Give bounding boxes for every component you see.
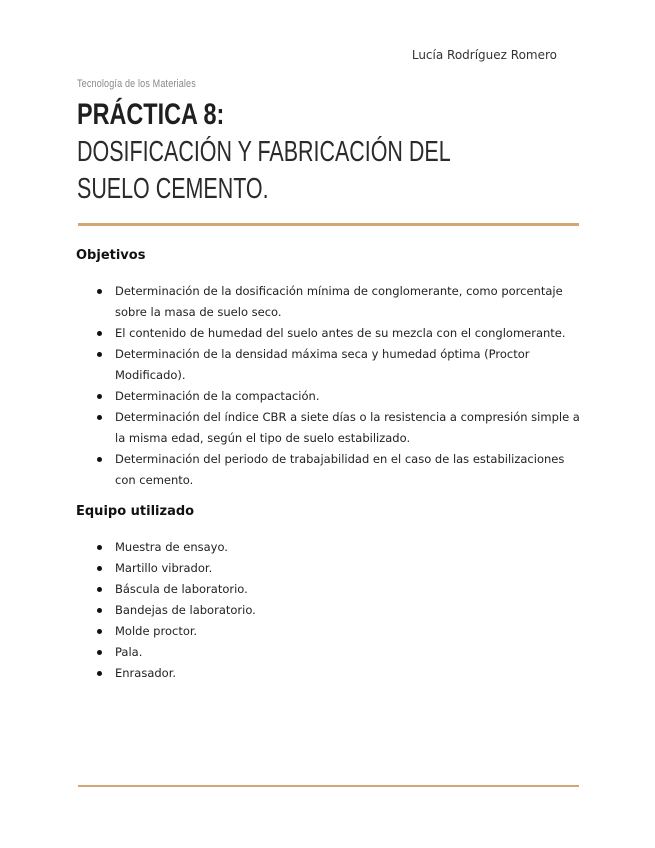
list-item: Molde proctor.	[76, 621, 581, 642]
list-item: Báscula de laboratorio.	[76, 579, 581, 600]
list-item: Determinación del periodo de trabajabilidad en el caso de las estabilizaciones con cemento.	[76, 449, 581, 491]
page-subtitle: DOSIFICACIÓN Y FABRICACIÓN DEL SUELO CEMENTO.	[77, 136, 450, 205]
page-title: PRÁCTICA 8:	[77, 98, 225, 131]
bottom-divider	[78, 785, 579, 787]
title-block	[77, 96, 637, 208]
list-item: Determinación de la dosificación mínima de conglomerante, como porcentaje sobre la masa de suelo seco.	[76, 281, 581, 323]
list-item: Bandejas de laboratorio.	[76, 600, 581, 621]
subject-label: Tecnología de los Materiales	[77, 78, 196, 90]
objetivos-list	[76, 281, 581, 491]
list-item: El contenido de humedad del suelo antes de su mezcla con el conglomerante.	[76, 323, 581, 344]
list-item: Muestra de ensayo.	[76, 537, 581, 558]
list-item: Determinación de la densidad máxima seca y humedad óptima (Proctor Modificado).	[76, 344, 581, 386]
list-item: Pala.	[76, 642, 581, 663]
author-name: Lucía Rodríguez Romero	[411, 48, 557, 62]
objetivos-heading: Objetivos	[76, 248, 146, 263]
equipo-heading: Equipo utilizado	[76, 504, 195, 519]
list-item: Determinación del índice CBR a siete días o la resistencia a compresión simple a la misma edad, según el tipo de suelo estabilizado.	[76, 407, 581, 449]
list-item: Martillo vibrador.	[76, 558, 581, 579]
top-divider	[78, 223, 579, 226]
list-item: Determinación de la compactación.	[76, 386, 581, 407]
equipo-list	[76, 537, 581, 684]
list-item: Enrasador.	[76, 663, 581, 684]
